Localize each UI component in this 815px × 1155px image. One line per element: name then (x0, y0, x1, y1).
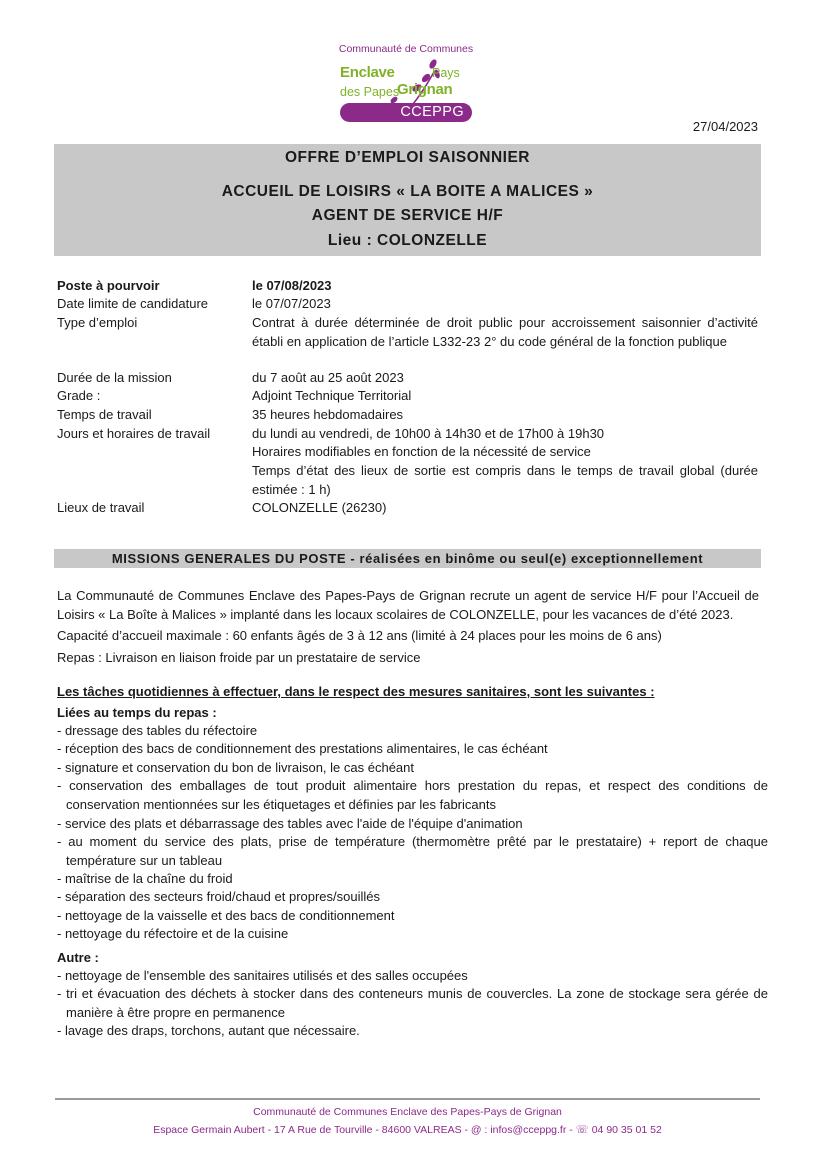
section-subtitle: - réalisées en binôme ou seul(e) exceptionnellement (346, 551, 704, 566)
info-value: le 07/07/2023 (252, 296, 331, 311)
logo-acronym: CCEPPG (400, 104, 464, 120)
info-value: le 07/08/2023 (252, 278, 332, 293)
info-label: Poste à pourvoir (57, 278, 160, 293)
logo-word-enclave: Enclave (340, 64, 395, 81)
info-value: COLONZELLE (26230) (252, 500, 387, 515)
logo-word-des-papes: des Papes (340, 85, 400, 99)
intro-paragraph: La Communauté de Communes Enclave des Papes-Pays de Grignan recrute un agent de service H/F pour l’Accueil de Loisirs « La Boîte à Malices » implanté dans les locaux scolaires de COLONZELLE, pour les vacances de d’été 2023. (57, 588, 759, 622)
list-item: - nettoyage du réfectoire et de la cuisine (57, 926, 289, 941)
capacity-paragraph: Capacité d’accueil maximale : 60 enfants âgés de 3 à 12 ans (limité à 24 places pour les moins de 6 ans) (57, 628, 662, 643)
info-label: Grade : (57, 388, 101, 403)
list-item: - service des plats et débarrassage des tables avec l'aide de l'équipe d'animation (57, 816, 523, 831)
list-item: - dressage des tables du réfectoire (57, 723, 258, 738)
tasks-heading: Les tâches quotidiennes à effectuer, dans le respect des mesures sanitaires, sont les suivantes : (57, 684, 655, 699)
title-line-1: OFFRE D’EMPLOI SAISONNIER (284, 149, 530, 166)
logo-org-text: Communauté de Communes (338, 43, 474, 55)
title-line-3: AGENT DE SERVICE H/F (311, 207, 504, 224)
logo-acronym-bar (340, 103, 472, 122)
list-item: - réception des bacs de conditionnement des prestations alimentaires, le cas échéant (57, 741, 548, 756)
info-value: 35 heures hebdomadaires (252, 407, 404, 422)
meals-paragraph: Repas : Livraison en liaison froide par un prestataire de service (57, 650, 421, 665)
info-label: Date limite de candidature (57, 296, 209, 311)
list-item: - nettoyage de la vaisselle et des bacs de conditionnement (57, 908, 395, 923)
title-box (54, 144, 761, 256)
list-item: - conservation des emballages de tout produit alimentaire hors prestation du repas, et respect des conditions de conservation mentionnées sur les étiquetages et définies par les fabricants (57, 778, 768, 812)
footer-contact: Espace Germain Aubert - 17 A Rue de Tourville - 84600 VALREAS - @ : infos@cceppg.fr - ☏ 04 90 35 01 52 (153, 1124, 662, 1136)
list-item: - signature et conservation du bon de livraison, le cas échéant (57, 760, 414, 775)
title-line-4: Lieu : COLONZELLE (327, 232, 488, 249)
info-value: du lundi au vendredi, de 10h00 à 14h30 et de 17h00 à 19h30 (252, 426, 605, 441)
info-value: du 7 août au 25 août 2023 (252, 370, 404, 385)
cceppg-logo (338, 42, 478, 126)
list-item: - séparation des secteurs froid/chaud et propres/souillés (57, 889, 381, 904)
list-item: - lavage des draps, torchons, autant que nécessaire. (57, 1023, 360, 1038)
info-value: Horaires modifiables en fonction de la nécessité de service (252, 444, 591, 459)
info-value: Temps d’état des lieux de sortie est compris dans le temps de travail global (durée estimée : 1 h) (252, 463, 758, 497)
list-item: - nettoyage de l'ensemble des sanitaires utilisés et des salles occupées (57, 968, 468, 983)
meal-heading: Liées au temps du repas : (57, 705, 217, 720)
document-date: 27/04/2023 (692, 119, 758, 134)
info-label: Temps de travail (57, 407, 152, 422)
title-line-2: ACCUEIL DE LOISIRS « LA BOITE A MALICES » (221, 183, 594, 200)
info-label: Durée de la mission (57, 370, 172, 385)
list-item: - au moment du service des plats, prise de température (thermomètre prêté par le prestataire) + report de chaque température sur un tableau (57, 834, 768, 868)
list-item: - tri et évacuation des déchets à stocker dans des conteneurs munis de couvercles. La zone de stockage sera gérée de manière à être propre en permanence (57, 986, 768, 1020)
section-header-missions (54, 549, 761, 568)
info-label: Type d’emploi (57, 315, 138, 330)
logo-word-grignan: Grignan (397, 81, 453, 98)
info-label: Lieux de travail (57, 500, 145, 515)
other-heading: Autre : (57, 950, 99, 965)
list-item: - maîtrise de la chaîne du froid (57, 871, 233, 886)
section-title: MISSIONS GENERALES DU POSTE (111, 551, 347, 566)
footer-org: Communauté de Communes Enclave des Papes-Pays de Grignan (253, 1106, 562, 1118)
info-value: Adjoint Technique Territorial (252, 388, 412, 403)
footer-divider (55, 1098, 760, 1100)
info-label: Jours et horaires de travail (57, 426, 211, 441)
info-value: Contrat à durée déterminée de droit public pour accroissement saisonnier d’activité établi en application de l’article L332-23 2° du code général de la fonction publique (252, 315, 758, 349)
logo-word-pays: Pays (432, 66, 460, 80)
